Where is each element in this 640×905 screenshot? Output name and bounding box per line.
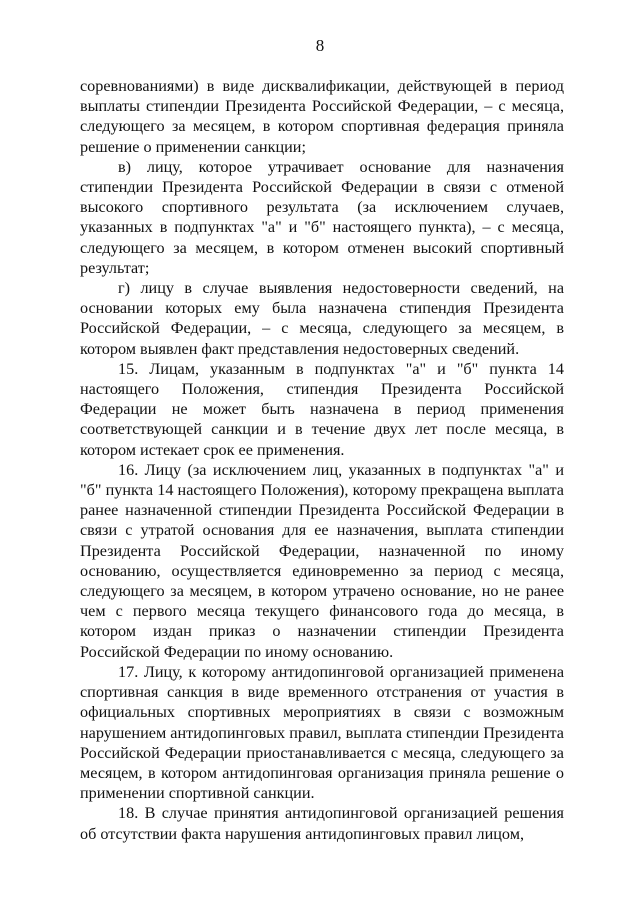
paragraph-continuation: соревнованиями) в виде дисквалификации, действующей в период выплаты стипендии Президента Российской Федерации, – с месяца, следующего за месяцем, в котором спортивная федерация приняла решение о применении санкции; <box>80 77 564 156</box>
paragraph-subitem-g: г) лицу в случае выявления недостоверности сведений, на основании которых ему была назначена стипендия Президента Российской Федерации, – с месяца, следующего за месяцем, в котором выявлен факт представления недостоверных сведений. <box>80 279 564 358</box>
paragraph-item-16: 16. Лицу (за исключением лиц, указанных в подпунктах "а" и "б" пункта 14 настоящего Положения), которому прекращена выплата ранее назначенной стипендии Президента Российской Федерации в связи с утратой основания для ее назначения, выплата стипендии Президента Российской Федерации, назначенной по иному основанию, осуществляется единовременно за период с месяца, следующего за месяцем, в котором утрачено основание, но не ранее чем с первого месяца текущего финансового года до месяца, в котором издан приказ о назначении стипендии Президента Российской Федерации по иному основанию. <box>80 460 564 661</box>
paragraph-item-18: 18. В случае принятия антидопинговой организацией решения об отсутствии факта нарушения антидопинговых правил лицом, <box>80 804 564 843</box>
page-number: 8 <box>315 36 325 55</box>
paragraph-item-17: 17. Лицу, к которому антидопинговой организацией применена спортивная санкция в виде временного отстранения от участия в официальных спортивных мероприятиях в связи с возможным нарушением антидопинговых правил, выплата стипендии Президента Российской Федерации приостанавливается с месяца, следующего за месяцем, в котором антидопинговая организация приняла решение о применении спортивной санкции. <box>80 662 564 803</box>
paragraph-subitem-v: в) лицу, которое утрачивает основание для назначения стипендии Президента Российской Федерации в связи с отменой высокого спортивного результата (за исключением случаев, указанных в подпунктах "а" и "б" настоящего пункта), – с месяца, следующего за месяцем, в котором отменен высокий спортивный результат; <box>80 157 564 277</box>
paragraph-item-15: 15. Лицам, указанным в подпунктах "а" и "б" пункта 14 настоящего Положения, стипендия Президента Российской Федерации не может быть назначена в период применения соответствующей санкции и в течение двух лет после месяца, в котором истекает срок ее применения. <box>80 359 564 459</box>
document-body <box>80 76 564 844</box>
